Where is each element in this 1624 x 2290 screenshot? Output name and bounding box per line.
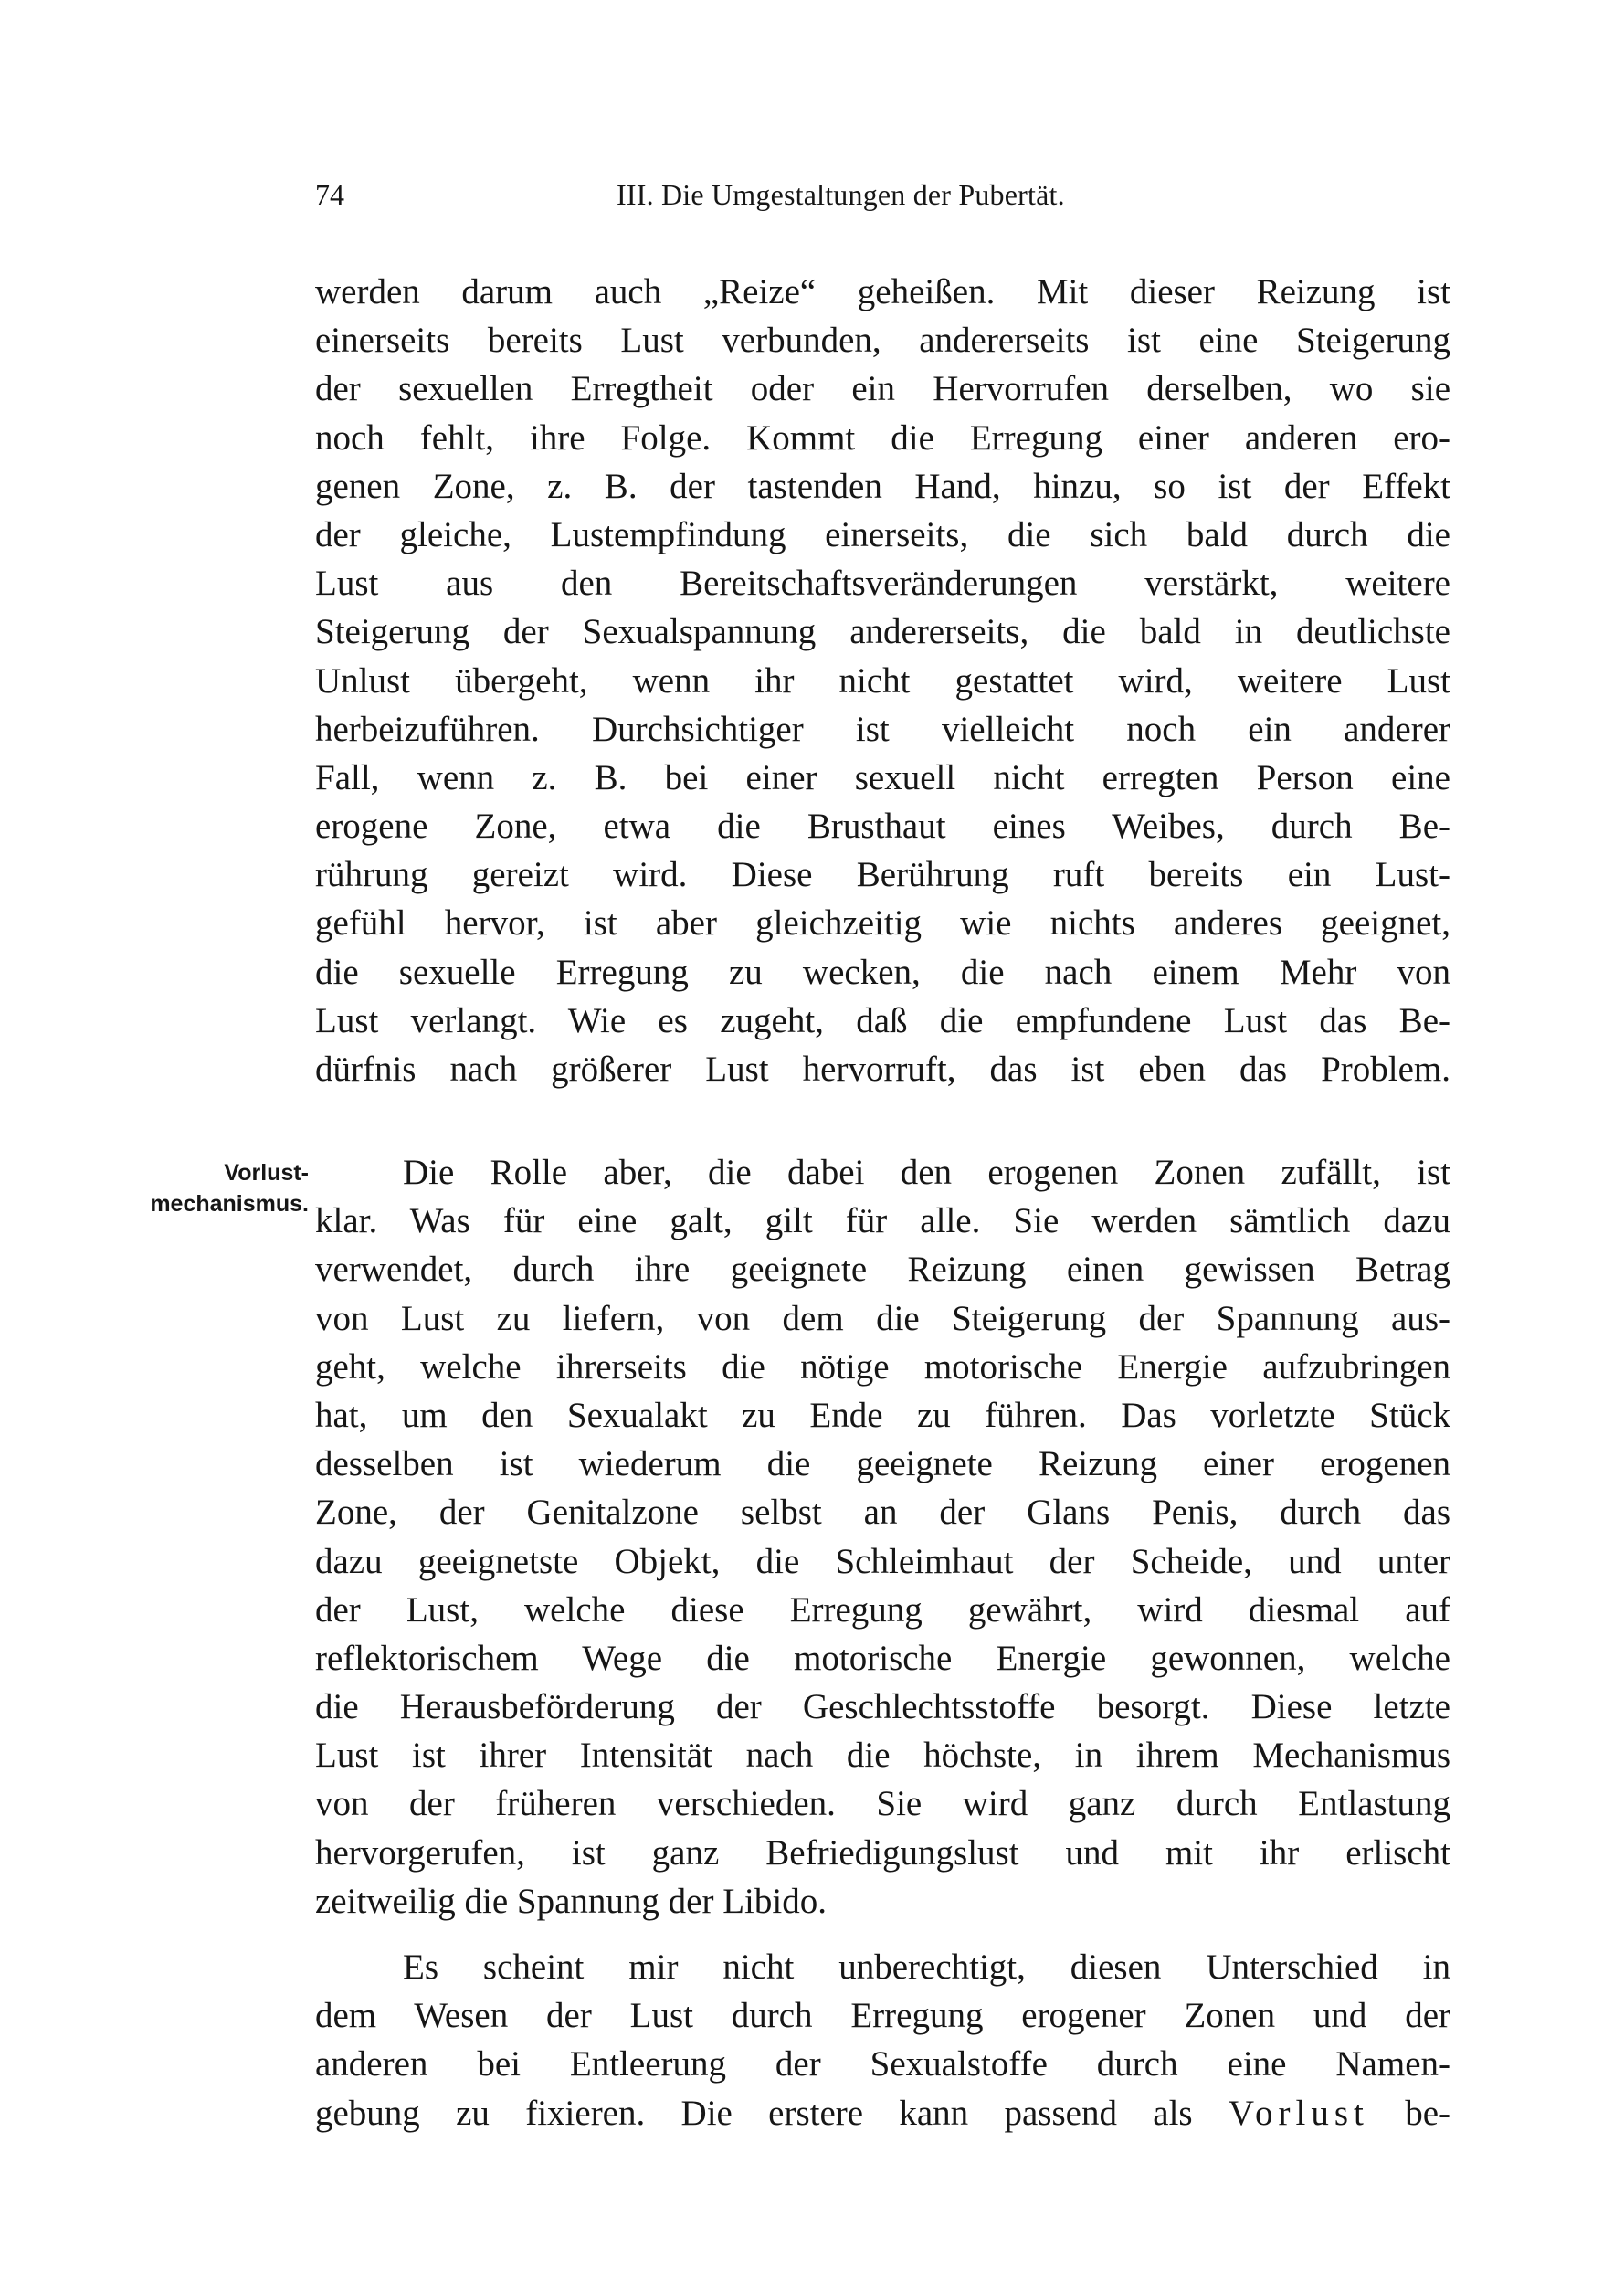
text-line: einerseits bereits Lust verbunden, andererseits ist eine Steigerung (315, 321, 1450, 361)
text-line: die sexuelle Erregung zu wecken, die nach einem Mehr von (315, 952, 1450, 992)
text-line: von der früheren verschieden. Sie wird ganz durch Entlastung (315, 1784, 1450, 1824)
margin-note-line: mechanismus. (150, 1191, 309, 1217)
text-line: noch fehlt, ihre Folge. Kommt die Erregung einer anderen ero- (315, 417, 1450, 458)
text-line: herbeizuführen. Durchsichtiger ist vielleicht noch ein anderer (315, 709, 1450, 749)
text-line: Steigerung der Sexualspannung andererseits, die bald in deutlichste (315, 612, 1450, 652)
margin-note-line: Vorlust- (224, 1160, 309, 1186)
text-line: hervorgerufen, ist ganz Befriedigungslust und mit ihr erlischt (315, 1832, 1450, 1873)
text-line: Lust ist ihrer Intensität nach die höchste, in ihrem Mechanismus (315, 1736, 1450, 1776)
margin-note (90, 1157, 309, 1219)
text-segment: gebung zu fixieren. Die erstere kann passend als (315, 2093, 1193, 2133)
text-line: anderen bei Entleerung der Sexualstoffe durch eine Namen- (315, 2044, 1450, 2084)
text-segment: be- (1405, 2093, 1451, 2133)
text-line: geht, welche ihrerseits die nötige motorische Energie aufzubringen (315, 1346, 1450, 1387)
text-line: rührung gereizt wird. Diese Berührung ruft bereits ein Lust- (315, 855, 1450, 895)
text-line: werden darum auch „Reize“ geheißen. Mit dieser Reizung ist (315, 272, 1450, 311)
text-line: reflektorischem Wege die motorische Energie gewonnen, welche (315, 1638, 1450, 1678)
paragraph-1 (315, 268, 1450, 1093)
text-line: Unlust übergeht, wenn ihr nicht gestattet wird, weitere Lust (315, 660, 1450, 701)
text-line: Die Rolle aber, die dabei den erogenen Zonen zufällt, ist (403, 1153, 1450, 1192)
text-line: gefühl hervor, ist aber gleichzeitig wie nichts anderes geeignet, (315, 903, 1450, 944)
text-line: dazu geeignetste Objekt, die Schleimhaut der Scheide, und unter (315, 1541, 1450, 1581)
text-line: dürfnis nach größerer Lust hervorruft, das ist eben das Problem. (315, 1050, 1450, 1089)
text-line: Fall, wenn z. B. bei einer sexuell nicht erregten Person eine (315, 757, 1450, 797)
paragraph-3 (315, 1943, 1450, 2137)
emphasized-term: Vorlust (1228, 2093, 1369, 2133)
text-line: verwendet, durch ihre geeignete Reizung einen gewissen Betrag (315, 1250, 1450, 1290)
text-line: genen Zone, z. B. der tastenden Hand, hinzu, so ist der Effekt (315, 466, 1450, 506)
text-line: der sexuellen Erregtheit oder ein Hervorrufen derselben, wo sie (315, 369, 1450, 409)
text-line: desselben ist wiederum die geeignete Reizung einer erogenen (315, 1444, 1450, 1484)
text-line: erogene Zone, etwa die Brusthaut eines Weibes, durch Be- (315, 807, 1450, 847)
text-line: Lust aus den Bereitschaftsveränderungen verstärkt, weitere (315, 564, 1450, 604)
text-line: Es scheint mir nicht unberechtigt, diesen Unterschied in (403, 1947, 1450, 1987)
text-line: klar. Was für eine galt, gilt für alle. Sie werden sämtlich dazu (315, 1201, 1450, 1241)
text-line: die Herausbeförderung der Geschlechtsstoffe besorgt. Diese letzte (315, 1687, 1450, 1727)
text-line: hat, um den Sexualakt zu Ende zu führen. Das vorletzte Stück (315, 1395, 1450, 1435)
text-line: zeitweilig die Spannung der Libido. (315, 1881, 827, 1921)
running-title: III. Die Umgestaltungen der Pubertät. (617, 178, 1065, 211)
text-line: der gleiche, Lustempfindung einerseits, die sich bald durch die (315, 514, 1450, 554)
text-line: von Lust zu liefern, von dem die Steigerung der Spannung aus- (315, 1298, 1450, 1338)
text-line (315, 2089, 1450, 2137)
page-number: 74 (315, 178, 344, 211)
page-header (315, 171, 1160, 218)
paragraph-2 (315, 1148, 1450, 1926)
text-line: Zone, der Genitalzone selbst an der Glans Penis, durch das (315, 1493, 1450, 1533)
text-line: Lust verlangt. Wie es zugeht, daß die empfundene Lust das Be- (315, 1000, 1450, 1040)
text-line: der Lust, welche diese Erregung gewährt, wird diesmal auf (315, 1589, 1450, 1630)
text-line: dem Wesen der Lust durch Erregung erogener Zonen und der (315, 1996, 1450, 2036)
